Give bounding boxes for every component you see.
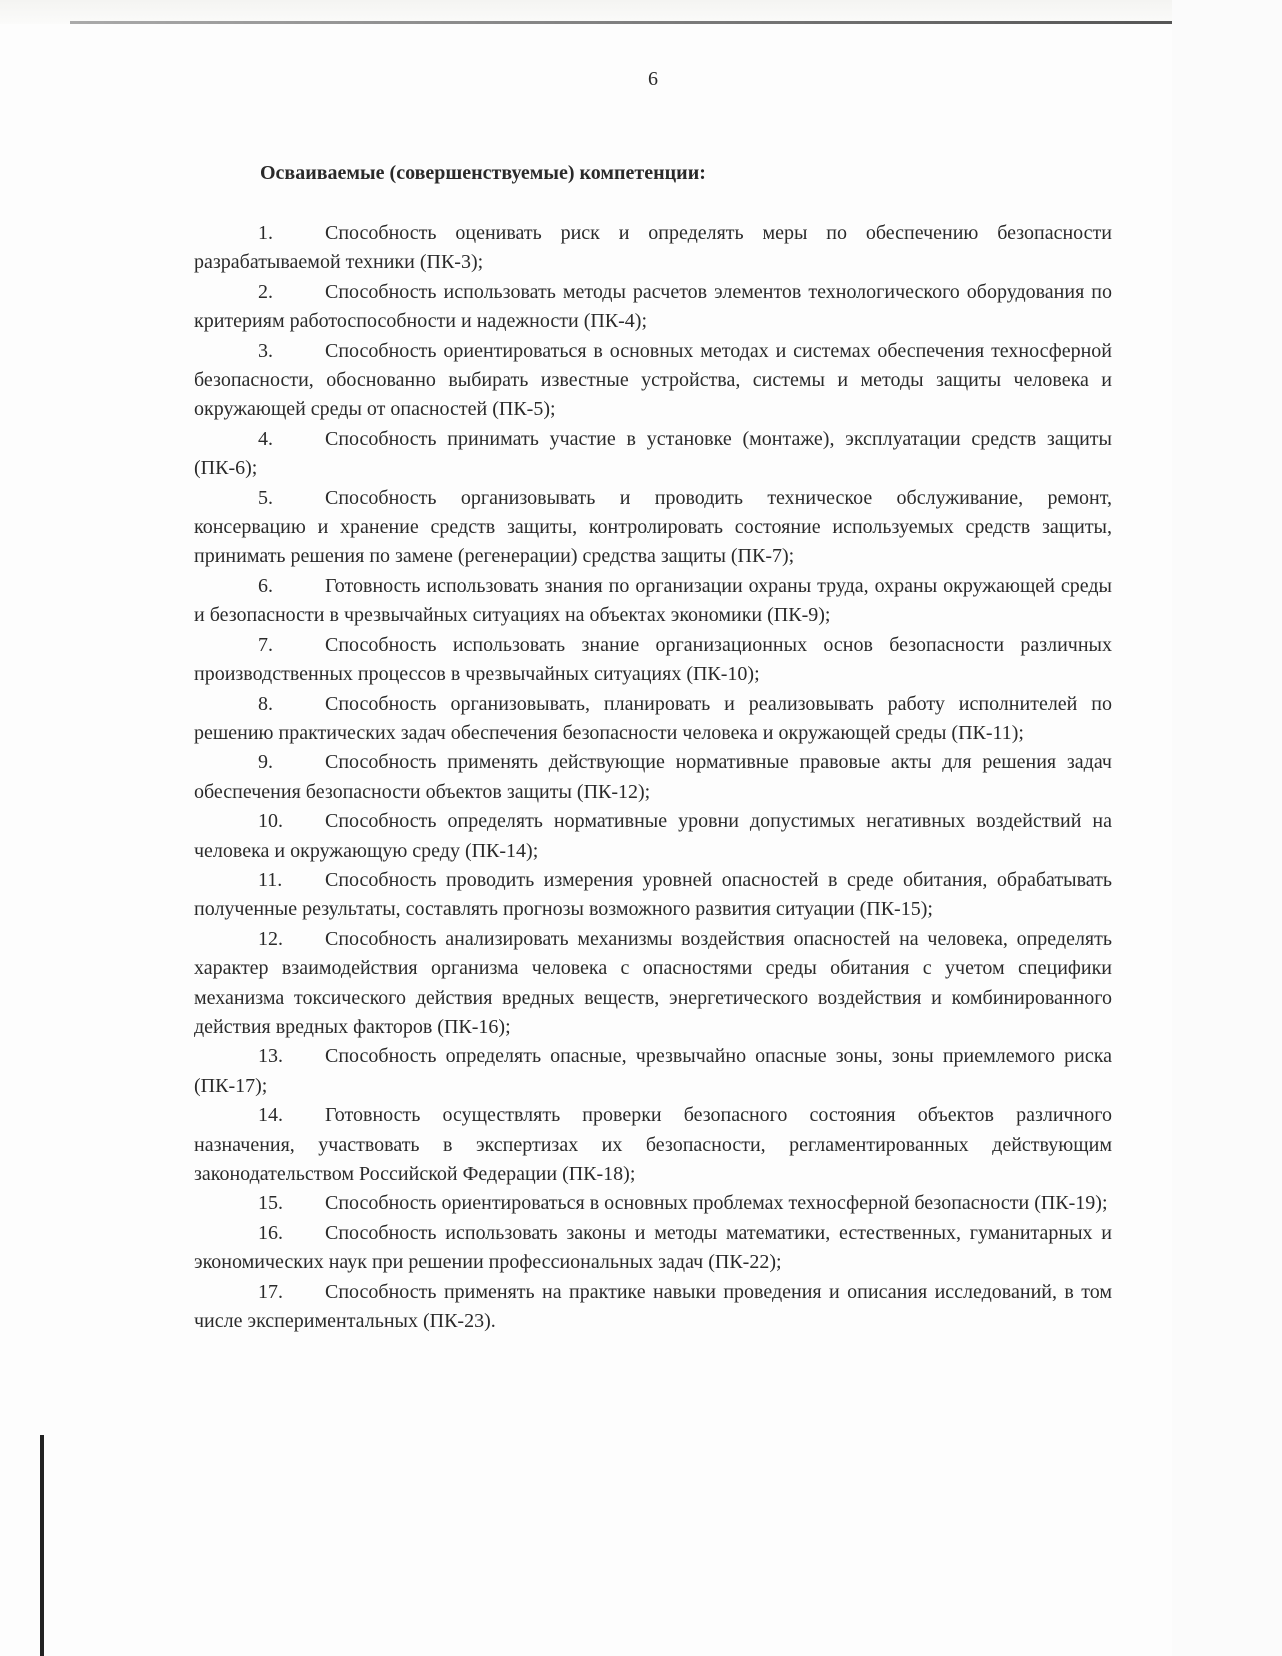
competency-item: [194, 572, 1112, 631]
competency-item: [194, 807, 1112, 866]
item-text: Способность принимать участие в установке (монтаже), эксплуатации средств защиты (ПК-6);: [194, 427, 1112, 480]
item-text: Способность использовать знание организационных основ безопасности различных производственных процессов в чрезвычайных ситуациях (ПК-10);: [194, 633, 1112, 686]
competency-item: [194, 690, 1112, 749]
item-text: Способность применять действующие нормативные правовые акты для решения задач обеспечения безопасности объектов защиты (ПК-12);: [194, 751, 1112, 803]
competency-item: [194, 484, 1112, 572]
item-number: 10.: [258, 810, 283, 833]
competency-item: [194, 1101, 1112, 1189]
item-text: Готовность осуществлять проверки безопасного состояния объектов различного назначения, участвовать в экспертизах их безопасности, регламентированных действующим законодательством Российской Федерации (ПК-18);: [194, 1104, 1112, 1185]
item-number: 16.: [258, 1221, 283, 1244]
competency-list: [194, 219, 1112, 1336]
competency-item: [194, 219, 1112, 278]
competency-item: [194, 1219, 1112, 1278]
item-text: Способность использовать методы расчетов элементов технологического оборудования по критериям работоспособности и надежности (ПК-4);: [194, 280, 1112, 333]
item-text: Способность определять опасные, чрезвычайно опасные зоны, зоны приемлемого риска (ПК-17);: [194, 1045, 1112, 1097]
competency-item: [194, 278, 1112, 337]
page-number: 6: [648, 68, 658, 90]
scan-right-margin: [1172, 0, 1282, 1656]
competency-item: [194, 425, 1112, 484]
item-number: 6.: [258, 574, 273, 597]
competency-item: [194, 1189, 1112, 1218]
item-number: 1.: [258, 222, 273, 244]
item-text: Способность ориентироваться в основных проблемах техносферной безопасности (ПК-19);: [325, 1192, 1108, 1215]
item-number: 13.: [258, 1045, 283, 1068]
competency-item: [194, 1042, 1112, 1101]
item-number: 4.: [258, 427, 273, 450]
scan-top-edge-line: [70, 21, 1172, 24]
competency-item: [194, 631, 1112, 690]
item-text: Способность организовывать, планировать и реализовывать работу исполнителей по решению практических задач обеспечения безопасности человека и окружающей среды (ПК-11);: [194, 692, 1112, 744]
competency-item: [194, 1278, 1112, 1337]
item-text: Готовность использовать знания по организации охраны труда, охраны окружающей среды и безопасности в чрезвычайных ситуациях на объектах экономики (ПК-9);: [194, 574, 1112, 627]
item-text: Способность анализировать механизмы воздействия опасностей на человека, определять характер взаимодействия организма человека с опасностями среды обитания с учетом специфики механизма токсического действия вредных веществ, энергетического воздействия и комбинированного действия вредных факторов (ПК-16);: [194, 927, 1112, 1038]
item-text: Способность проводить измерения уровней опасностей в среде обитания, обрабатывать полученные результаты, составлять прогнозы возможного развития ситуации (ПК-15);: [194, 868, 1112, 921]
item-number: 12.: [258, 927, 283, 950]
item-number: 15.: [258, 1192, 283, 1215]
scan-left-edge-line: [40, 1435, 44, 1656]
item-text: Способность использовать законы и методы математики, естественных, гуманитарных и экономических наук при решении профессиональных задач (ПК-22);: [194, 1221, 1112, 1274]
item-number: 3.: [258, 339, 273, 362]
item-number: 5.: [258, 486, 273, 509]
competency-item: [194, 337, 1112, 425]
item-text: Способность применять на практике навыки проведения и описания исследований, в том числе экспериментальных (ПК-23).: [194, 1280, 1112, 1333]
competency-item: [194, 866, 1112, 925]
competency-item: [194, 748, 1112, 807]
competency-item: [194, 925, 1112, 1043]
section-heading: Осваиваемые (совершенствуемые) компетенции:: [260, 162, 706, 184]
item-text: Способность определять нормативные уровни допустимых негативных воздействий на человека и окружающую среду (ПК-14);: [194, 810, 1112, 862]
item-number: 9.: [258, 751, 273, 774]
item-number: 14.: [258, 1104, 283, 1127]
item-number: 7.: [258, 633, 273, 656]
item-text: Способность ориентироваться в основных методах и системах обеспечения техносферной безопасности, обоснованно выбирать известные устройства, системы и методы защиты человека и окружающей среды от опасностей (ПК-5);: [194, 339, 1112, 421]
item-number: 17.: [258, 1280, 283, 1303]
item-text: Способность организовывать и проводить техническое обслуживание, ремонт, консервацию и хранение средств защиты, контролировать состояние используемых средств защиты, принимать решения по замене (регенерации) средства защиты (ПК-7);: [194, 486, 1112, 568]
item-number: 8.: [258, 692, 273, 715]
item-number: 2.: [258, 280, 273, 303]
item-number: 11.: [258, 868, 283, 891]
item-text: Способность оценивать риск и определять меры по обеспечению безопасности разрабатываемой техники (ПК-3);: [194, 222, 1112, 274]
